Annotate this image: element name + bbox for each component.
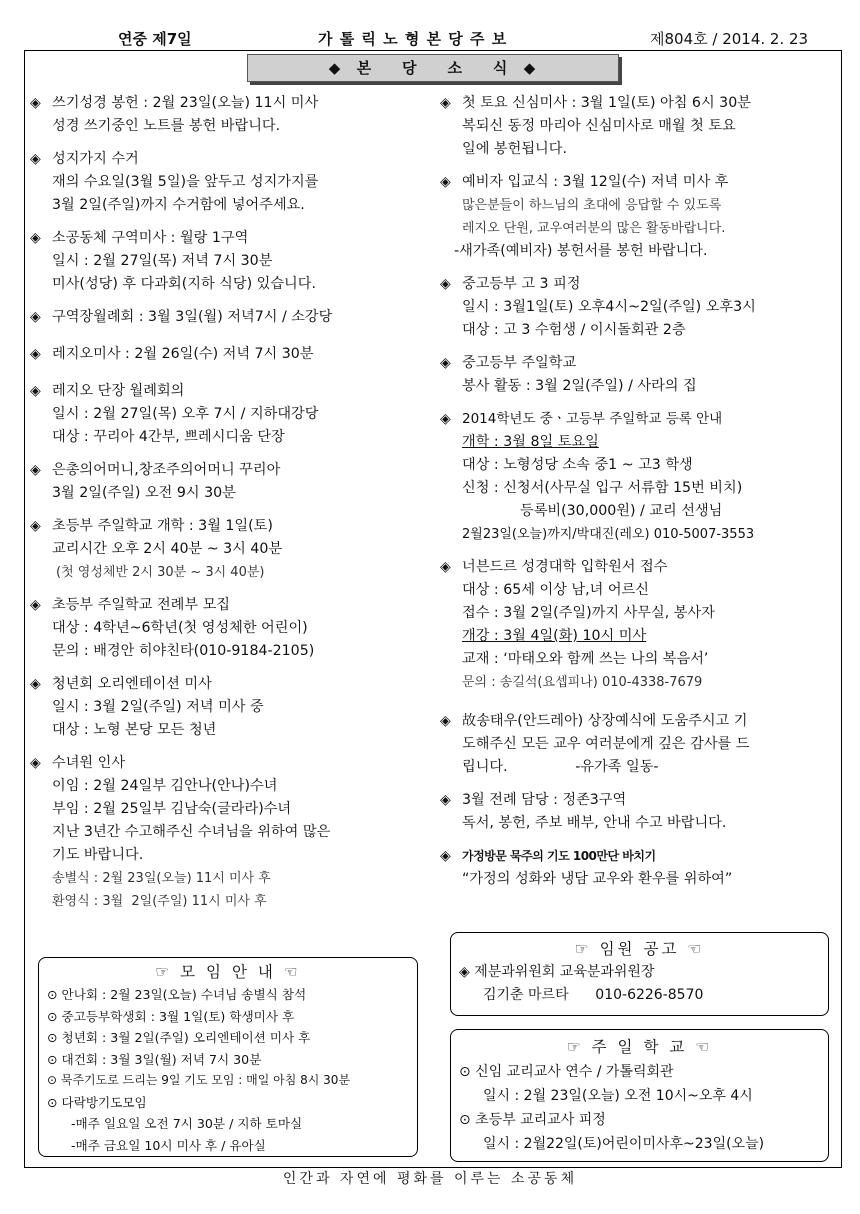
notice-line: 대상 : 노형성당 소속 중1 ~ 고3 학생 <box>462 457 693 473</box>
bullet-icon: ◈ <box>30 151 41 167</box>
notice-line: 2월23일(오늘)까지/박대진(레오) 010-5007-3553 <box>462 527 755 542</box>
bullet-icon: ◈ <box>30 309 41 325</box>
meeting-row: ⊙ 청년회 : 3월 2일(주일) 오리엔테이션 미사 후 <box>47 1030 311 1045</box>
notice-line: 교리시간 오후 2시 40분 ~ 3시 40분 <box>52 541 283 557</box>
notice-line: 일시 : 2월 27일(목) 저녁 7시 30분 <box>52 253 273 269</box>
notice-line: “가정의 성화와 냉담 교우와 환우를 위하여” <box>462 871 733 887</box>
notice-line: -새가족(예비자) 봉헌서를 봉헌 바랍니다. <box>454 243 708 259</box>
notice-line: 미사(성당) 후 다과회(지하 식당) 있습니다. <box>52 276 316 292</box>
page-footer: 인간과 자연에 평화를 이루는 소공동체 <box>282 1171 578 1187</box>
notice-line: 대상 : 65세 이상 남,녀 어르신 <box>462 582 649 598</box>
bullet-icon: ◈ <box>440 559 451 575</box>
bullet-icon: ◈ <box>440 276 451 292</box>
bulletin-title: 가 톨 릭 노 형 본 당 주 보 <box>318 30 508 48</box>
notice-title: 예비자 입교식 : 3월 12일(수) 저녁 미사 후 <box>462 174 729 190</box>
notice-title: 소공동체 구역미사 : 월랑 1구역 <box>52 230 249 246</box>
notice-item <box>30 227 435 296</box>
meeting-row: ⊙ 다락방기도모임 <box>47 1094 147 1110</box>
bullet-icon: ◈ <box>30 597 41 613</box>
right-column <box>440 92 835 901</box>
notice-line: 개강 : 3월 4일(화) 10시 미사 <box>462 628 647 644</box>
notice-line: (첫 영성체반 2시 30분 ~ 3시 40분) <box>56 565 265 580</box>
notice-item <box>30 752 435 913</box>
notice-line: 립니다. -유가족 일동- <box>462 759 659 775</box>
notice-retreat <box>440 273 835 342</box>
notice-line: 이임 : 2월 24일부 김안나(안나)수녀 <box>52 778 278 794</box>
bullet-icon: ◈ <box>440 713 451 729</box>
notice-registration <box>440 408 835 546</box>
notice-line: 환영식 : 3월 2일(주일) 11시 미사 후 <box>52 894 267 909</box>
notice-line: 문의 : 배경안 히야친타(010-9184-2105) <box>52 643 315 659</box>
notice-line: 봉사 활동 : 3월 2일(주일) / 사라의 집 <box>462 378 697 394</box>
notice-catechumen <box>440 171 835 263</box>
notice-line: 3월 2일(주일)까지 수거함에 넣어주세요. <box>52 197 305 213</box>
notice-item <box>30 306 435 329</box>
notice-title: 초등부 주일학교 전례부 모집 <box>52 597 230 613</box>
notice-line: 대상 : 고 3 수험생 / 이시돌회관 2층 <box>462 322 686 338</box>
notice-title: 3월 전례 담당 : 정존3구역 <box>462 792 627 808</box>
notice-item <box>30 92 435 138</box>
notice-line: 일시 : 3월1일(토) 오후4시~2일(주일) 오후3시 <box>462 299 756 315</box>
page-header <box>0 28 860 52</box>
notice-title: 2014학년도 중ㆍ고등부 주일학교 등록 안내 <box>462 411 723 427</box>
notice-line: 많은분들이 하느님의 초대에 응답할 수 있도록 <box>462 198 722 213</box>
notice-line: 기도 바랍니다. <box>52 847 144 863</box>
sunday-school-subrow: 일시 : 2월22일(토)어린이미사후~23일(오늘) <box>483 1136 765 1152</box>
notice-title: 수녀원 인사 <box>52 755 126 771</box>
notice-title: 故송태우(안드레아) 상장예식에 도움주시고 기 <box>462 713 748 729</box>
notice-line: 대상 : 노형 본당 모든 청년 <box>52 722 217 738</box>
notice-title: 쓰기성경 봉헌 : 2월 23일(오늘) 11시 미사 <box>52 95 319 111</box>
sunday-school-title: ☞ 주 일 학 교 ☜ <box>566 1038 713 1056</box>
notice-item <box>30 380 435 449</box>
notice-bible-college <box>440 556 835 694</box>
meeting-row: ⊙ 중고등부학생회 : 3월 1일(토) 학생미사 후 <box>47 1008 295 1024</box>
notice-line: 교재 : ‘마태오와 함께 쓰는 나의 복음서’ <box>462 651 709 667</box>
bullet-icon: ◈ <box>440 792 451 808</box>
notice-title: 중고등부 주일학교 <box>462 355 577 371</box>
bullet-icon: ◈ <box>30 676 41 692</box>
notice-line: 3월 2일(주일) 오전 9시 30분 <box>52 485 236 501</box>
bullet-icon: ◈ <box>440 411 451 427</box>
sunday-school-box <box>450 1029 829 1162</box>
notice-hs-sunday-school <box>440 352 835 398</box>
notice-title: 첫 토요 신심미사 : 3월 1일(토) 아침 6시 30분 <box>462 95 751 111</box>
notice-title: 중고등부 고 3 피정 <box>462 276 581 292</box>
notice-line: 복되신 동정 마리아 신심미사로 매월 첫 토요 <box>462 118 736 134</box>
volume-label: 연중 제7일 <box>118 30 192 48</box>
notice-first-saturday <box>440 92 835 161</box>
sunday-school-subrow: 일시 : 2월 23일(오늘) 오전 10시~오후 4시 <box>483 1088 753 1104</box>
notice-item <box>30 343 435 366</box>
notice-title: 구역장월례회 : 3월 3일(월) 저녁7시 / 소강당 <box>52 309 333 325</box>
notice-line: 독서, 봉헌, 주보 배부, 안내 수고 바랍니다. <box>462 815 727 831</box>
officer-notice-row: ◈ 제분과위원회 교육분과위원장 <box>459 964 655 980</box>
notice-item <box>30 673 435 742</box>
notice-title: 레지오미사 : 2월 26일(수) 저녁 7시 30분 <box>52 346 314 362</box>
issue-label: 제804호 / 2014. 2. 23 <box>650 30 809 48</box>
notice-item <box>30 459 435 505</box>
bullet-icon: ◈ <box>440 174 451 190</box>
notice-line: 일시 : 3월 2일(주일) 저녁 미사 중 <box>52 699 264 715</box>
notice-item <box>30 148 435 217</box>
officer-notice-name: 김기춘 마르타 010-6226-8570 <box>483 987 704 1003</box>
meeting-row: ⊙ 안나회 : 2월 23일(오늘) 수녀님 송별식 참석 <box>47 987 307 1002</box>
notice-line: 대상 : 꾸리아 4간부, 쁘레시디움 단장 <box>52 429 285 445</box>
notice-line: 지난 3년간 수고해주신 수녀님을 위하여 많은 <box>52 824 331 840</box>
sunday-school-row: ⊙ 초등부 교리교사 피정 <box>459 1112 606 1128</box>
section-banner: ◆ 본 당 소 식 ◆ <box>247 54 619 82</box>
notice-title: 초등부 주일학교 개학 : 3월 1일(토) <box>52 518 273 534</box>
notice-liturgy <box>440 789 835 835</box>
bullet-icon: ◈ <box>440 355 451 371</box>
meeting-row: ⊙ 대건회 : 3월 3일(월) 저녁 7시 30분 <box>47 1051 262 1067</box>
meeting-row: ⊙ 묵주기도로 드리는 9일 기도 모임 : 매일 아침 8시 30분 <box>47 1073 351 1087</box>
notice-line: 신청 : 신청서(사무실 입구 서류함 15번 비치) <box>462 480 743 496</box>
meeting-subrow: -매주 금요일 10시 미사 후 / 유아실 <box>71 1137 266 1153</box>
bullet-icon: ◈ <box>30 346 41 362</box>
bullet-icon: ◈ <box>440 95 451 111</box>
officer-notice-box <box>450 932 829 1016</box>
meetings-title: ☞ 모 임 안 내 ☜ <box>155 963 301 981</box>
bullet-icon: ◈ <box>30 462 41 478</box>
bullet-icon: ◈ <box>30 95 41 111</box>
notice-prayer <box>440 845 835 891</box>
bullet-icon: ◈ <box>30 383 41 399</box>
officer-notice-title: ☞ 임원 공고 ☜ <box>574 940 705 958</box>
bullet-icon: ◈ <box>30 230 41 246</box>
sunday-school-row: ⊙ 신임 교리교사 연수 / 가톨릭회관 <box>459 1064 674 1080</box>
notice-line: 등록비(30,000원) / 교리 선생님 <box>520 503 723 519</box>
notice-line: 문의 : 송길석(요셉피나) 010-4338-7679 <box>462 675 703 690</box>
notice-line: 도해주신 모든 교우 여러분에게 깊은 감사를 드 <box>462 736 750 752</box>
notice-title: 성지가지 수거 <box>52 151 139 167</box>
bullet-icon: ◈ <box>440 848 451 864</box>
meetings-box <box>38 957 418 1157</box>
notice-line: 재의 수요일(3월 5일)을 앞두고 성지가지를 <box>52 174 319 190</box>
bullet-icon: ◈ <box>30 755 41 771</box>
notice-line: 송별식 : 2월 23일(오늘) 11시 미사 후 <box>52 871 271 886</box>
notice-title: 청년회 오리엔테이션 미사 <box>52 676 212 692</box>
notice-thanks <box>440 710 835 779</box>
notice-title: 가정방문 묵주의 기도 100만단 바치기 <box>462 849 656 863</box>
notice-item <box>30 594 435 663</box>
notice-line: 일시 : 2월 27일(목) 오후 7시 / 지하대강당 <box>52 406 319 422</box>
notice-title: 레지오 단장 월례회의 <box>52 383 185 399</box>
left-column <box>30 92 435 923</box>
notice-line: 부임 : 2월 25일부 김남숙(글라라)수녀 <box>52 801 292 817</box>
notice-line: 대상 : 4학년~6학년(첫 영성체한 어린이) <box>52 620 308 636</box>
notice-line: 일에 봉헌됩니다. <box>462 141 567 157</box>
notice-line: 접수 : 3월 2일(주일)까지 사무실, 봉사자 <box>462 605 715 621</box>
notice-line: 레지오 단원, 교우여러분의 많은 활동바랍니다. <box>462 221 726 236</box>
notice-line: 성경 쓰기중인 노트를 봉헌 바랍니다. <box>52 118 281 134</box>
notice-line: 개학 : 3월 8일 토요일 <box>462 434 599 450</box>
bullet-icon: ◈ <box>30 518 41 534</box>
notice-item <box>30 515 435 584</box>
notice-title: 너븐드르 성경대학 입학원서 접수 <box>462 559 668 575</box>
notice-title: 은총의어머니,창조주의어머니 꾸리아 <box>52 462 281 478</box>
meeting-subrow: -매주 일요일 오전 7시 30분 / 지하 토마실 <box>71 1116 303 1131</box>
